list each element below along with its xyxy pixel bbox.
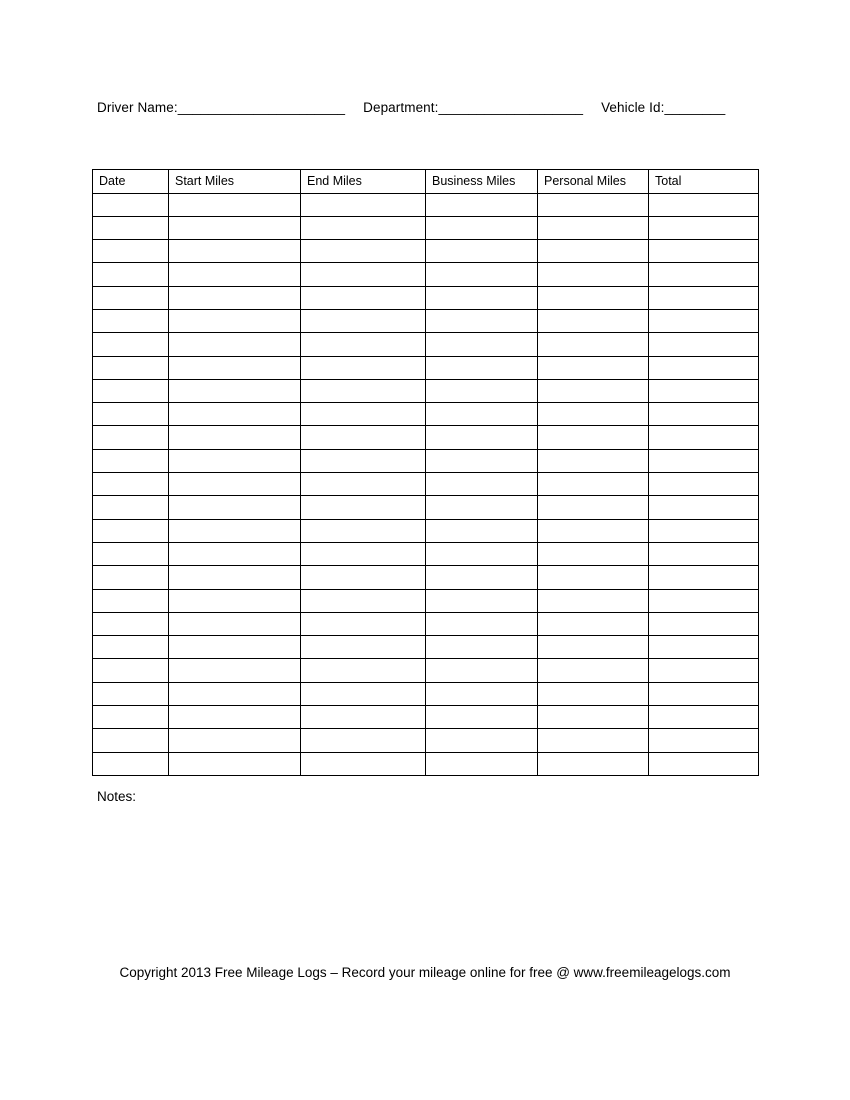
table-cell[interactable] [538,473,649,496]
table-cell[interactable] [649,216,759,239]
table-cell[interactable] [93,496,169,519]
table-cell[interactable] [301,729,426,752]
table-row [93,659,759,682]
table-row [93,496,759,519]
table-cell[interactable] [426,449,538,472]
table-row [93,566,759,589]
table-body [93,193,759,775]
table-cell[interactable] [538,682,649,705]
department-blank[interactable]: ___________________ [438,100,584,115]
column-header-end-miles: End Miles [301,170,426,194]
table-row [93,612,759,635]
table-cell[interactable] [426,286,538,309]
table-row [93,752,759,775]
table-cell[interactable] [426,752,538,775]
table-cell[interactable] [426,193,538,216]
table-cell[interactable] [426,403,538,426]
table-cell[interactable] [169,496,301,519]
table-cell[interactable] [538,636,649,659]
table-cell[interactable] [301,286,426,309]
table-cell[interactable] [93,636,169,659]
table-cell[interactable] [301,333,426,356]
table-cell[interactable] [426,682,538,705]
table-cell[interactable] [93,286,169,309]
table-row [93,636,759,659]
table-cell[interactable] [301,263,426,286]
table-cell[interactable] [93,542,169,565]
table-cell[interactable] [426,519,538,542]
table-row [93,356,759,379]
table-cell[interactable] [649,682,759,705]
table-cell[interactable] [538,706,649,729]
table-cell[interactable] [169,263,301,286]
table-cell[interactable] [301,379,426,402]
table-cell[interactable] [426,473,538,496]
table-cell[interactable] [538,612,649,635]
table-cell[interactable] [169,193,301,216]
table-cell[interactable] [649,542,759,565]
table-cell[interactable] [538,403,649,426]
table-row [93,240,759,263]
department-label: Department: [363,100,439,115]
table-cell[interactable] [649,729,759,752]
table-cell[interactable] [301,542,426,565]
table-cell[interactable] [301,682,426,705]
table-cell[interactable] [169,729,301,752]
table-cell[interactable] [649,240,759,263]
column-header-date: Date [93,170,169,194]
table-cell[interactable] [538,286,649,309]
table-cell[interactable] [538,566,649,589]
table-cell[interactable] [649,706,759,729]
table-cell[interactable] [93,356,169,379]
table-cell[interactable] [538,426,649,449]
table-cell[interactable] [426,240,538,263]
table-cell[interactable] [426,426,538,449]
table-cell[interactable] [649,612,759,635]
table-cell[interactable] [93,333,169,356]
table-cell[interactable] [538,379,649,402]
table-cell[interactable] [426,216,538,239]
table-cell[interactable] [301,240,426,263]
table-cell[interactable] [169,589,301,612]
table-cell[interactable] [649,449,759,472]
table-cell[interactable] [301,496,426,519]
table-cell[interactable] [169,752,301,775]
table-cell[interactable] [93,193,169,216]
table-row [93,333,759,356]
vehicle-id-blank[interactable]: ________ [664,100,726,115]
table-cell[interactable] [426,706,538,729]
table-cell[interactable] [538,496,649,519]
table-cell[interactable] [426,333,538,356]
table-row [93,216,759,239]
table-cell[interactable] [649,496,759,519]
column-header-total: Total [649,170,759,194]
table-row [93,263,759,286]
table-cell[interactable] [93,706,169,729]
table-cell[interactable] [649,752,759,775]
column-header-personal-miles: Personal Miles [538,170,649,194]
table-cell[interactable] [169,636,301,659]
table-cell[interactable] [426,263,538,286]
table-cell[interactable] [93,309,169,332]
table-cell[interactable] [93,240,169,263]
table-cell[interactable] [301,519,426,542]
table-cell[interactable] [301,636,426,659]
driver-name-label: Driver Name: [97,100,178,115]
table-cell[interactable] [649,309,759,332]
table-cell[interactable] [538,263,649,286]
table-row [93,682,759,705]
mileage-table [92,169,759,776]
table-cell[interactable] [538,519,649,542]
table-cell[interactable] [649,473,759,496]
table-row [93,473,759,496]
table-cell[interactable] [169,612,301,635]
table-cell[interactable] [301,216,426,239]
table-cell[interactable] [93,379,169,402]
table-cell[interactable] [169,706,301,729]
driver-name-blank[interactable]: ______________________ [177,100,346,115]
table-cell[interactable] [169,379,301,402]
table-row [93,706,759,729]
table-row [93,519,759,542]
table-cell[interactable] [649,286,759,309]
table-cell[interactable] [301,356,426,379]
table-cell[interactable] [426,356,538,379]
table-cell[interactable] [538,240,649,263]
table-cell[interactable] [93,682,169,705]
table-cell[interactable] [426,612,538,635]
table-row [93,589,759,612]
table-cell[interactable] [93,589,169,612]
table-cell[interactable] [538,449,649,472]
table-cell[interactable] [426,729,538,752]
table-row [93,729,759,752]
table-cell[interactable] [301,449,426,472]
table-cell[interactable] [169,682,301,705]
table-cell[interactable] [301,309,426,332]
column-header-business-miles: Business Miles [426,170,538,194]
table-cell[interactable] [169,356,301,379]
table-cell[interactable] [169,403,301,426]
table-cell[interactable] [426,496,538,519]
table-row [93,379,759,402]
table-cell[interactable] [649,356,759,379]
table-cell[interactable] [93,659,169,682]
table-cell[interactable] [169,519,301,542]
table-cell[interactable] [169,449,301,472]
table-cell[interactable] [169,240,301,263]
table-cell[interactable] [649,193,759,216]
vehicle-id-label: Vehicle Id: [601,100,665,115]
table-cell[interactable] [538,752,649,775]
table-cell[interactable] [301,659,426,682]
table-cell[interactable] [93,752,169,775]
form-header [97,100,757,115]
table-row [93,542,759,565]
table-cell[interactable] [301,706,426,729]
table-header [93,170,759,194]
footer-copyright: Copyright 2013 Free Mileage Logs – Record your mileage online for free @ www.freemileagelogs.com [119,965,731,980]
table-cell[interactable] [301,566,426,589]
table-cell[interactable] [93,426,169,449]
table-cell[interactable] [649,659,759,682]
table-cell[interactable] [426,636,538,659]
table-cell[interactable] [426,379,538,402]
table-cell[interactable] [649,333,759,356]
table-cell[interactable] [93,216,169,239]
table-cell[interactable] [649,426,759,449]
table-cell[interactable] [301,752,426,775]
table-cell[interactable] [649,403,759,426]
table-cell[interactable] [93,612,169,635]
table-cell[interactable] [649,589,759,612]
table-cell[interactable] [426,309,538,332]
table-row [93,286,759,309]
table-cell[interactable] [301,193,426,216]
table-cell[interactable] [301,426,426,449]
table-cell[interactable] [93,403,169,426]
table-row [93,309,759,332]
column-header-start-miles: Start Miles [169,170,301,194]
table-cell[interactable] [538,729,649,752]
table-cell[interactable] [169,473,301,496]
table-cell[interactable] [426,589,538,612]
table-cell[interactable] [538,356,649,379]
table-cell[interactable] [93,729,169,752]
table-cell[interactable] [169,333,301,356]
table-cell[interactable] [93,519,169,542]
notes-label: Notes: [97,789,137,804]
table-cell[interactable] [649,566,759,589]
table-cell[interactable] [169,426,301,449]
table-cell[interactable] [169,542,301,565]
table-row [93,193,759,216]
table-cell[interactable] [301,473,426,496]
table-cell[interactable] [538,309,649,332]
table-cell[interactable] [93,449,169,472]
table-cell[interactable] [93,566,169,589]
table-cell[interactable] [93,263,169,286]
table-cell[interactable] [649,519,759,542]
table-cell[interactable] [169,659,301,682]
table-cell[interactable] [538,659,649,682]
table-row [93,426,759,449]
table-cell[interactable] [301,612,426,635]
table-cell[interactable] [538,193,649,216]
table-cell[interactable] [649,379,759,402]
table-cell[interactable] [169,216,301,239]
table-cell[interactable] [426,659,538,682]
table-cell[interactable] [169,566,301,589]
table-cell[interactable] [169,309,301,332]
table-row [93,403,759,426]
table-row [93,449,759,472]
table-cell[interactable] [301,403,426,426]
table-cell[interactable] [538,216,649,239]
table-cell[interactable] [301,589,426,612]
table-cell[interactable] [649,636,759,659]
table-cell[interactable] [93,473,169,496]
table-cell[interactable] [538,542,649,565]
table-cell[interactable] [538,589,649,612]
table-cell[interactable] [426,542,538,565]
table-cell[interactable] [169,286,301,309]
table-cell[interactable] [538,333,649,356]
table-cell[interactable] [649,263,759,286]
table-cell[interactable] [426,566,538,589]
table-header-row [93,170,759,194]
